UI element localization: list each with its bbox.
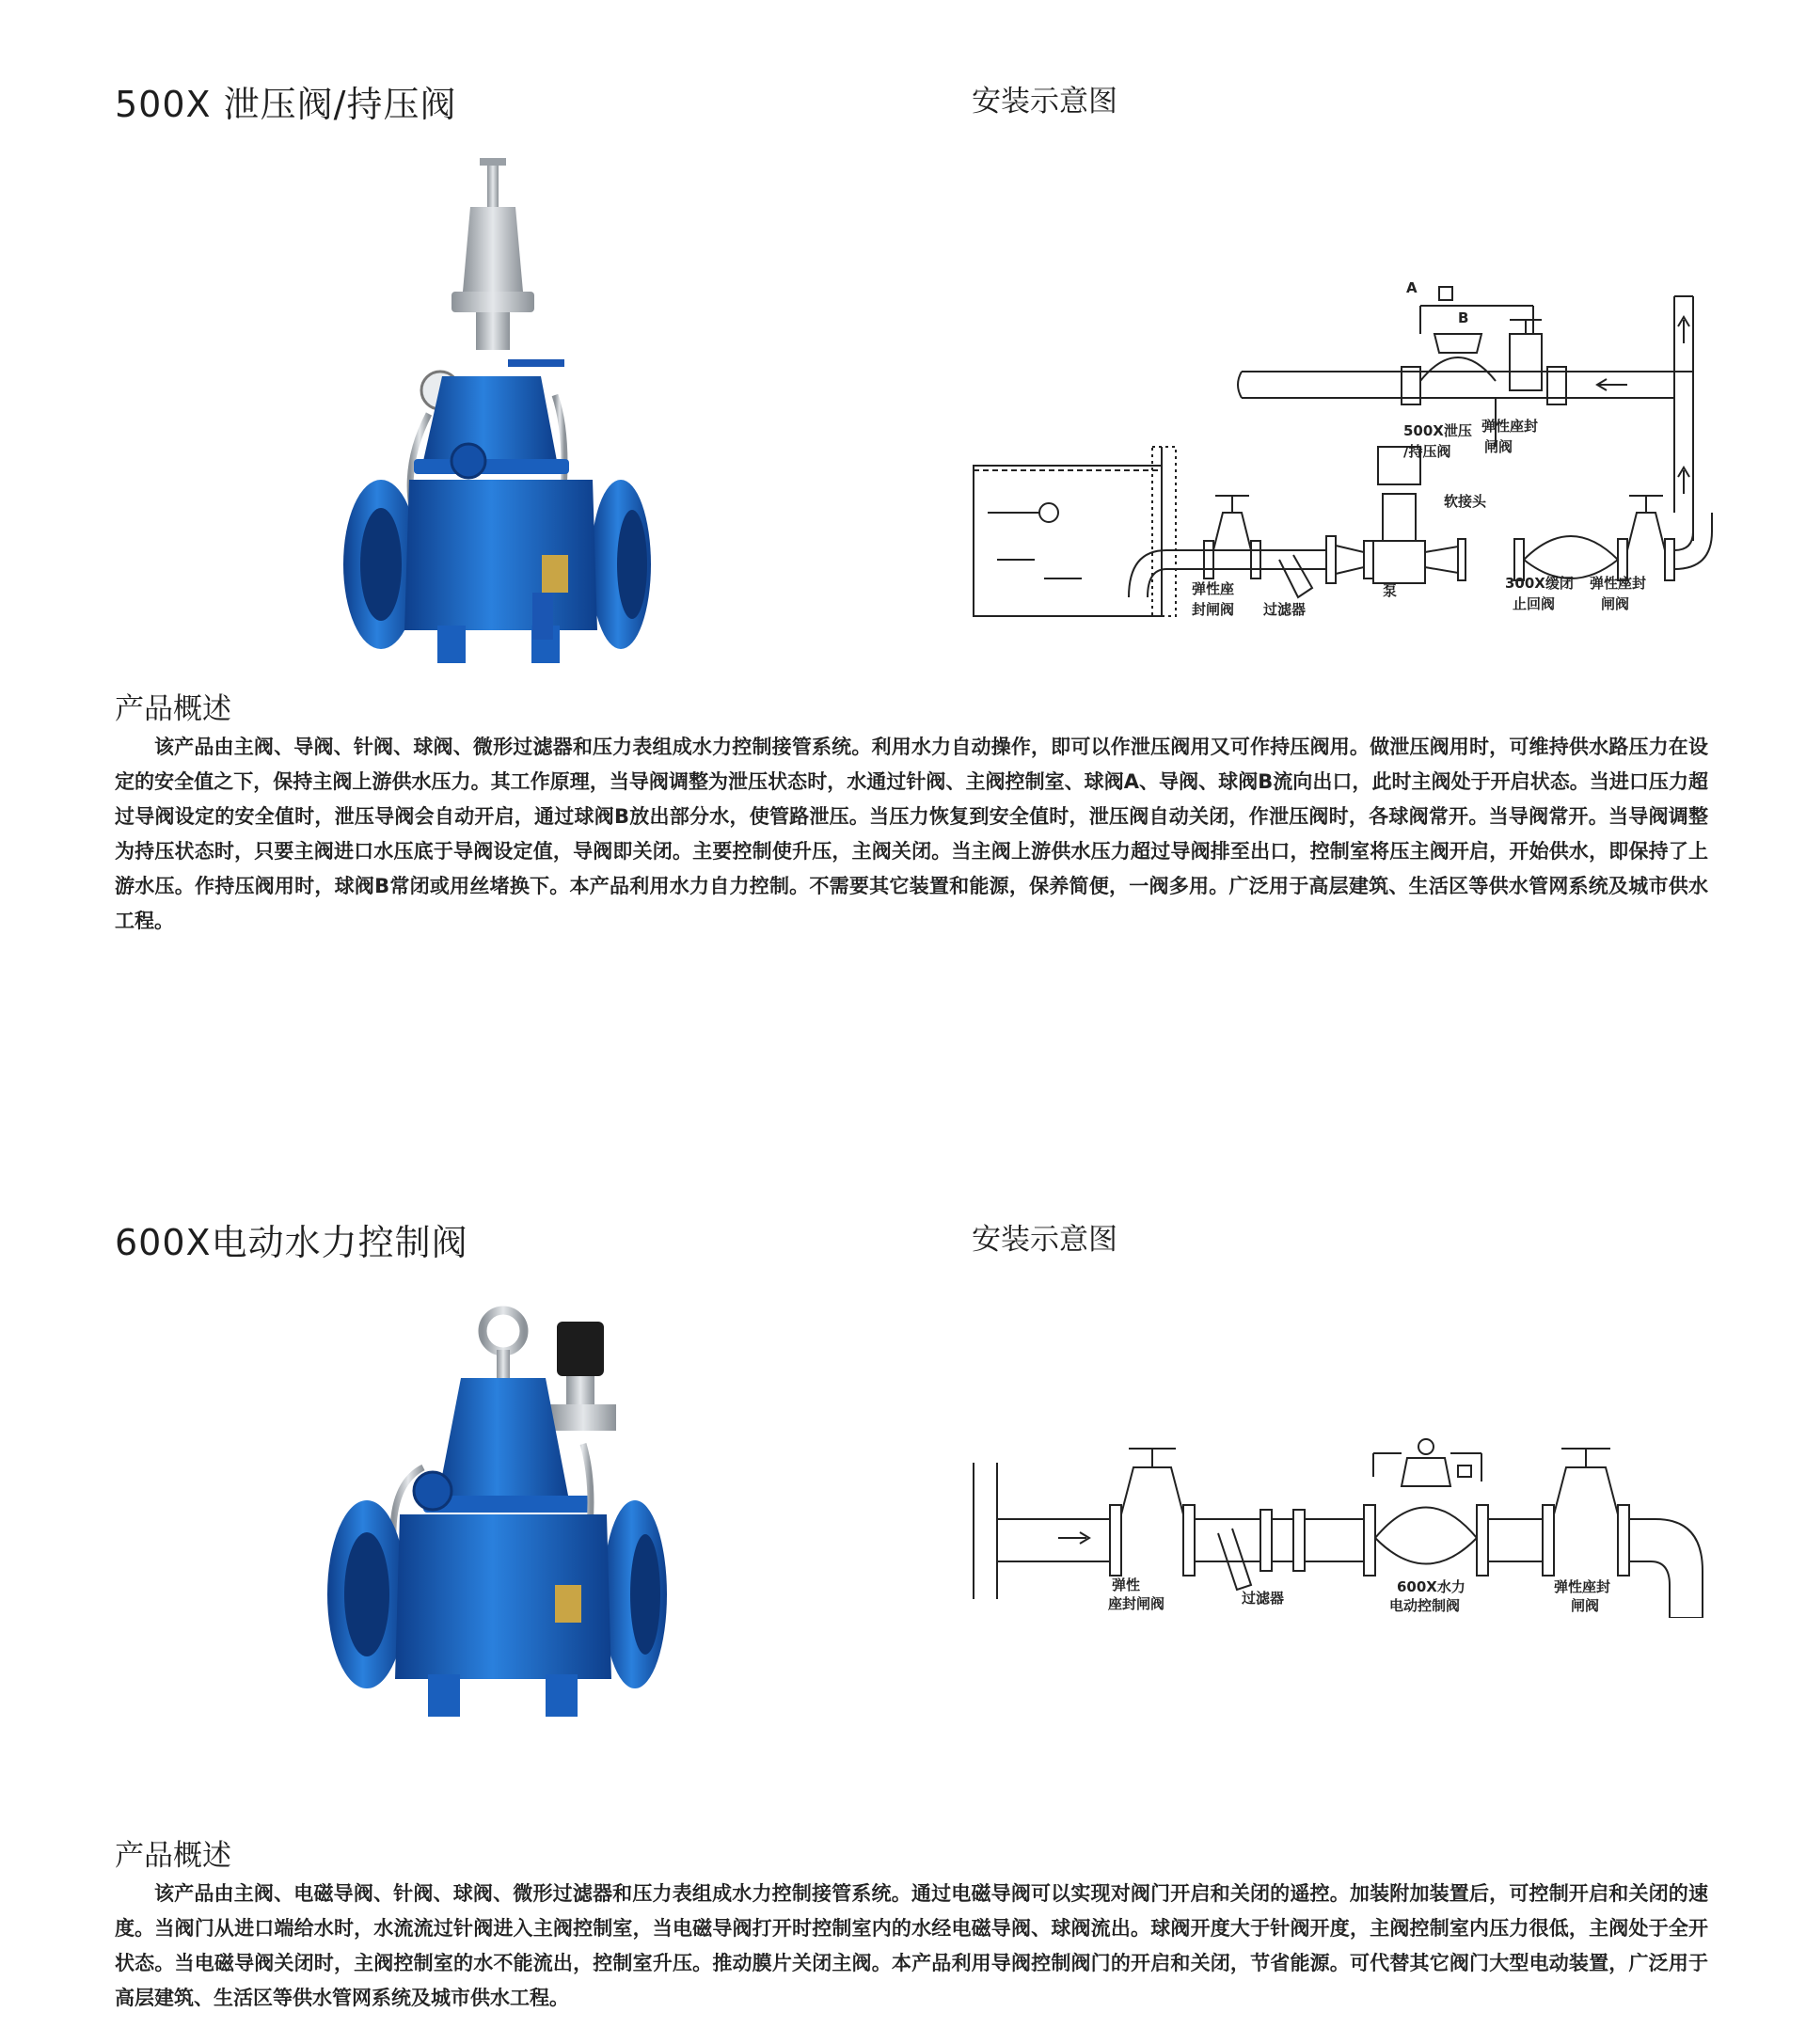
section1-overview-heading: 产品概述 xyxy=(115,692,231,726)
label-soft-joint: 软接头 xyxy=(1444,493,1487,510)
product-image-500x xyxy=(339,151,658,687)
label-left-gate-valve-line1: 弹性 xyxy=(1112,1577,1141,1593)
section2-overview-heading: 产品概述 xyxy=(115,1839,231,1873)
section1-diagram-title: 安装示意图 xyxy=(972,85,1117,119)
label-filter: 过滤器 xyxy=(1263,601,1307,618)
label-right-gate-valve-line2: 闸阀 xyxy=(1571,1597,1600,1614)
section1-overview-text: 该产品由主阀、导阀、针阀、球阀、微形过滤器和压力表组成水力控制接管系统。利用水力自动操作，即可以作泄压阀用又可作持压阀用。做泄压阀用时，可维持供水路压力在设定的安全值之下，保持主阀上游供水压力。其工作原理，当导阀调整为泄压状态时，水通过针阀、主阀控制室、球阀A、导阀、球阀B流向出口，此时主阀处于开启状态。当进口压力超过导阀设定的安全值时，泄压导阀会自动开启，通过球阀B放出部分水，使管路泄压。当压力恢复到安全值时，泄压阀自动关闭，作泄压阀时，各球阀常开。当导阀常开。当导阀调整为持压状态时，只要主阀进口水压底于导阀设定值，导阀即关闭。主要控制使升压，主阀关闭。当主阀上游供水压力超过导阀排至出口，控制室将压主阀开启，开始供水，即保持了上游水压。作持压阀用时，球阀B常闭或用丝堵换下。本产品利用水力自力控制。不需要其它装置和能源，保养简便，一阀多用。广泛用于高层建筑、生活区等供水管网系统及城市供水工程。 xyxy=(115,736,1708,932)
label-left-gate-valve-line2: 座封闸阀 xyxy=(1108,1595,1165,1612)
label-control-valve-line1: 600X水力 xyxy=(1397,1578,1465,1595)
label-relief-valve-line1: 500X泄压 xyxy=(1403,422,1472,439)
label-top-gate-valve-line2: 闸阀 xyxy=(1484,438,1513,455)
label-pump: 泵 xyxy=(1383,582,1398,599)
section2-diagram-title: 安装示意图 xyxy=(972,1223,1117,1257)
label-ball-valve-a: A xyxy=(1406,279,1418,296)
section2-title: 600X电动水力控制阀 xyxy=(115,1222,468,1263)
section1-title: 500X 泄压阀/持压阀 xyxy=(115,84,457,125)
label-left-gate-valve-line2: 封闸阀 xyxy=(1192,601,1235,618)
label-check-valve-line1: 300X缓闭 xyxy=(1505,575,1574,592)
label-filter: 过滤器 xyxy=(1242,1590,1285,1607)
installation-diagram-500x xyxy=(969,277,1721,635)
label-right-gate-valve-line2: 闸阀 xyxy=(1601,595,1630,612)
label-check-valve-line2: 止回阀 xyxy=(1513,595,1556,612)
label-left-gate-valve-line1: 弹性座 xyxy=(1192,580,1235,597)
product-image-600x xyxy=(320,1303,677,1735)
label-right-gate-valve-line1: 弹性座封 xyxy=(1554,1578,1611,1595)
label-control-valve-line2: 电动控制阀 xyxy=(1389,1597,1461,1614)
section2-overview-text: 该产品由主阀、电磁导阀、针阀、球阀、微形过滤器和压力表组成水力控制接管系统。通过电磁导阀可以实现对阀门开启和关闭的遥控。加装附加装置后，可控制开启和关闭的速度。当阀门从进口端给水时，水流流过针阀进入主阀控制室，当电磁导阀打开时控制室内的水经电磁导阀、球阀流出。球阀开度大于针阀开度，主阀控制室内压力很低，主阀处于全开状态。当电磁导阀关闭时，主阀控制室的水不能流出，控制室升压。推动膜片关闭主阀。本产品利用导阀控制阀门的开启和关闭，节省能源。可代替其它阀门大型电动装置，广泛用于高层建筑、生活区等供水管网系统及城市供水工程。 xyxy=(115,1882,1708,2009)
label-ball-valve-b: B xyxy=(1458,309,1469,326)
label-top-gate-valve-line1: 弹性座封 xyxy=(1481,418,1539,435)
label-right-gate-valve-line1: 弹性座封 xyxy=(1590,575,1647,592)
label-relief-valve-line2: /持压阀 xyxy=(1403,443,1451,460)
installation-diagram-600x xyxy=(969,1430,1721,1618)
